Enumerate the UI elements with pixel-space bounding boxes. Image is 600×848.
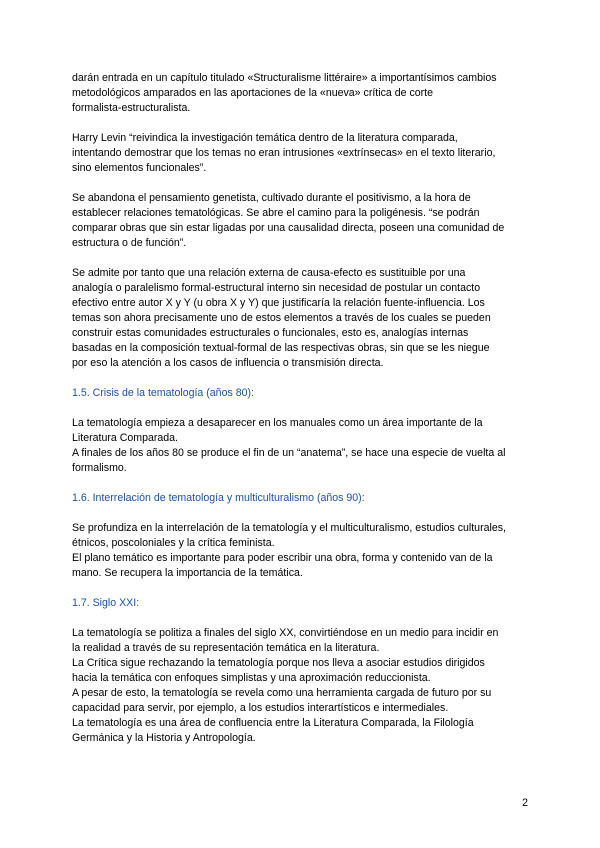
text-line: sino elementos funcionales”.: [72, 162, 207, 174]
text-line: La Crítica sigue rechazando la tematología porque nos lleva a asociar estudios dirigidos: [72, 657, 485, 669]
text-line: intentando demostrar que los temas no eran intrusiones «extrínsecas» en el texto literario,: [72, 147, 496, 159]
text-line: metodológicos amparados en las aportaciones de la «nueva» crítica de corte: [72, 87, 433, 99]
text-line: Literatura Comparada.: [72, 432, 178, 444]
paragraph-causa-efecto: [72, 266, 532, 371]
section-heading-crisis: 1.5. Crisis de la tematología (años 80):: [72, 387, 254, 399]
text-line: hacia la temática con enfoques simplistas y una aproximación reduccionista.: [72, 672, 431, 684]
text-line: étnicos, poscoloniales y la crítica feminista.: [72, 537, 275, 549]
text-line: El plano temático es importante para poder escribir una obra, forma y contenido van de la: [72, 552, 493, 564]
text-line: darán entrada en un capítulo titulado «Structuralisme littéraire» a importantísimos cambios: [72, 72, 497, 84]
paragraph-multiculturalismo: [72, 521, 532, 581]
text-line: basadas en la composición textual-formal de las respectivas obras, sin que se les niegue: [72, 342, 490, 354]
text-line: capacidad para servir, por ejemplo, a los estudios interartísticos e intermediales.: [72, 702, 449, 714]
text-line: Se profundiza en la interrelación de la tematología y el multiculturalismo, estudios culturales,: [72, 522, 506, 534]
text-line: La tematología se politiza a finales del siglo XX, convirtiéndose en un medio para incidir en: [72, 627, 499, 639]
text-line: Se admite por tanto que una relación externa de causa-efecto es sustituible por una: [72, 267, 466, 279]
text-line: La tematología empieza a desaparecer en los manuales como un área importante de la: [72, 417, 483, 429]
text-line: mano. Se recupera la importancia de la temática.: [72, 567, 303, 579]
text-line: La tematología es una área de confluencia entre la Literatura Comparada, la Filología: [72, 717, 474, 729]
paragraph-crisis: [72, 416, 532, 476]
text-line: formalista-estructuralista.: [72, 102, 191, 114]
section-heading-siglo-xxi: 1.7. Siglo XXI:: [72, 597, 140, 609]
text-line: construir estas comunidades estructurales o funcionales, esto es, analogías internas: [72, 327, 469, 339]
text-line: efectivo entre autor X y Y (u obra X y Y) que justificaría la relación fuente-influencia. Los: [72, 297, 485, 309]
text-line: la realidad a través de su representación temática en la literatura.: [72, 642, 380, 654]
text-line: A pesar de esto, la tematología se revela como una herramienta cargada de futuro por su: [72, 687, 492, 699]
text-line: temas son ahora precisamente uno de estos elementos a través de los cuales se pueden: [72, 312, 491, 324]
section-heading-multiculturalismo: 1.6. Interrelación de tematología y multiculturalismo (años 90):: [72, 492, 365, 504]
document-page: [72, 71, 532, 746]
text-line: analogía o paralelismo formal-estructural interno sin necesidad de postular un contacto: [72, 282, 481, 294]
text-line: comparar obras que sin estar ligadas por una causalidad directa, poseen una comunidad de: [72, 222, 505, 234]
text-line: formalismo.: [72, 462, 127, 474]
paragraph-siglo-xxi: [72, 626, 532, 746]
paragraph-harry-levin: [72, 131, 532, 176]
paragraph-poligenesis: [72, 191, 532, 251]
text-line: Germánica y la Historia y Antropología.: [72, 732, 256, 744]
text-line: A finales de los años 80 se produce el fin de un “anatema”, se hace una especie de vuelta al: [72, 447, 506, 459]
paragraph-structuralisme: [72, 71, 532, 116]
text-line: Harry Levin “reivindica la investigación temática dentro de la literatura comparada,: [72, 132, 458, 144]
text-line: estructura o de función”.: [72, 237, 187, 249]
text-line: Se abandona el pensamiento genetista, cultivado durante el positivismo, a la hora de: [72, 192, 471, 204]
text-line: por eso la atención a los casos de influencia o transmisión directa.: [72, 357, 384, 369]
page-number: 2: [522, 797, 528, 809]
text-line: establecer relaciones tematológicas. Se abre el camino para la poligénesis. “se podrán: [72, 207, 480, 219]
